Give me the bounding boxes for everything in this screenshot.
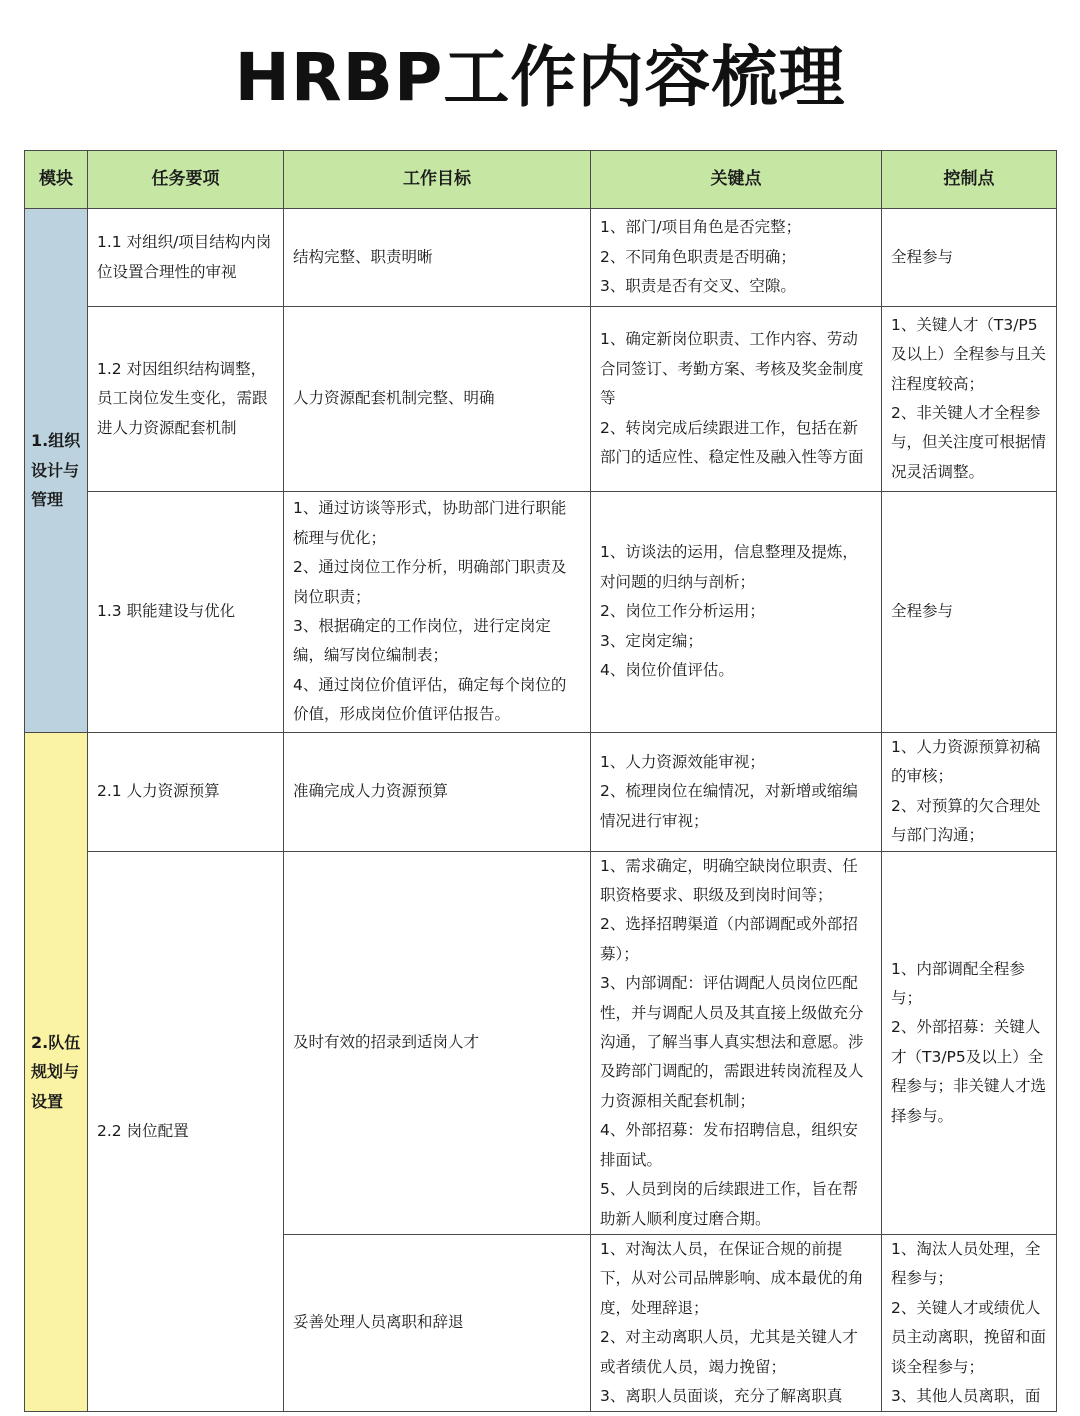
cell-line: 2、选择招聘渠道（内部调配或外部招募）； (600, 915, 858, 963)
key-points-cell (591, 733, 882, 852)
key-points-cell (591, 1234, 882, 1411)
header-key-points: 关键点 (591, 151, 882, 209)
cell-line: 3、职责是否有交叉、空隙。 (600, 277, 796, 296)
control-points-cell (882, 733, 1057, 852)
module-cell-2: 2.队伍规划与设置 (25, 733, 88, 1412)
cell-line: 1、需求确定，明确空缺岗位职责、任职资格要求、职级及到岗时间等； (600, 856, 858, 905)
cell-line: 2、外部招募：关键人才（T3/P5及以上）全程参与；非关键人才选择参与。 (891, 1018, 1047, 1125)
cell-line: 3、其他人员离职，面 (891, 1386, 1041, 1405)
cell-line: 2、岗位工作分析运用； (600, 602, 765, 621)
goal-cell (284, 1234, 591, 1411)
cell-line: 人力资源配套机制完整、明确 (293, 389, 495, 408)
cell-line: 4、外部招募：发布招聘信息，组织安排面试。 (600, 1121, 858, 1169)
cell-line: 1、访谈法的运用，信息整理及提炼，对问题的归纳与剖析； (600, 543, 858, 591)
cell-line: 2、梳理岗位在编情况，对新增或缩编情况进行审视； (600, 782, 858, 830)
table-row (25, 209, 1057, 307)
table-row (25, 733, 1057, 852)
control-points-cell (882, 307, 1057, 492)
key-points-cell (591, 307, 882, 492)
cell-line: 4、通过岗位价值评估，确定每个岗位的价值，形成岗位价值评估报告。 (293, 675, 567, 724)
cell-line: 4、岗位价值评估。 (600, 661, 734, 680)
cell-line: 1、人力资源预算初稿的审核； (891, 738, 1041, 786)
cell-line: 1、对淘汰人员，在保证合规的前提下，从对公司品牌影响、成本最优的角度，处理辞退； (600, 1239, 864, 1317)
cell-line: 2、对主动离职人员，尤其是关键人才或者绩优人员，竭力挽留； (600, 1328, 858, 1376)
cell-line: 5、人员到岗的后续跟进工作，旨在帮助新人顺利度过磨合期。 (600, 1180, 858, 1228)
cell-line: 1、部门/项目角色是否完整； (600, 218, 802, 237)
header-row (25, 151, 1057, 209)
cell-line: 1、通过访谈等形式，协助部门进行职能梳理与优化； (293, 499, 567, 547)
key-points-cell (591, 851, 882, 1234)
cell-line: 3、定岗定编； (600, 631, 703, 650)
cell-line: 3、离职人员面谈，充分了解离职真 (600, 1386, 843, 1405)
task-cell: 1.1 对组织/项目结构内岗位设置合理性的审视 (88, 209, 284, 307)
goal-cell (284, 307, 591, 492)
cell-line: 1、淘汰人员处理，全程参与； (891, 1239, 1041, 1288)
cell-line: 2、转岗完成后续跟进工作，包括在新部门的适应性、稳定性及融入性等方面 (600, 418, 864, 467)
header-module: 模块 (25, 151, 88, 209)
cell-line: 2、非关键人才全程参与，但关注度可根据情况灵活调整。 (891, 404, 1047, 481)
task-cell: 1.2 对因组织结构调整，员工岗位发生变化，需跟进人力资源配套机制 (88, 307, 284, 492)
header-goal: 工作目标 (284, 151, 591, 209)
cell-line: 1、内部调配全程参与； (891, 959, 1025, 1007)
cell-line: 准确完成人力资源预算 (293, 782, 449, 801)
task-cell: 2.1 人力资源预算 (88, 733, 284, 852)
cell-line: 1、关键人才（T3/P5及以上）全程参与且关注程度较高； (891, 315, 1047, 393)
task-cell: 1.3 职能建设与优化 (88, 492, 284, 733)
control-points-cell (882, 209, 1057, 307)
control-points-cell (882, 1234, 1057, 1411)
header-control-points: 控制点 (882, 151, 1057, 209)
module-cell-1: 1.组织设计与管理 (25, 209, 88, 733)
cell-line: 2、不同角色职责是否明确； (600, 247, 796, 266)
control-points-cell (882, 492, 1057, 733)
cell-line: 全程参与 (891, 247, 954, 266)
goal-cell (284, 492, 591, 733)
goal-cell (284, 209, 591, 307)
cell-line: 2、通过岗位工作分析，明确部门职责及岗位职责； (293, 558, 567, 606)
cell-line: 1、确定新岗位职责、工作内容、劳动合同签订、考勤方案、考核及奖金制度等 (600, 330, 864, 408)
cell-line: 妥善处理人员离职和辞退 (293, 1313, 464, 1332)
table-row (25, 851, 1057, 1234)
task-cell: 2.2 岗位配置 (88, 851, 284, 1412)
goal-cell (284, 733, 591, 852)
control-points-cell (882, 851, 1057, 1234)
hrbp-table (24, 150, 1057, 1412)
key-points-cell (591, 209, 882, 307)
cell-line: 及时有效的招录到适岗人才 (293, 1033, 480, 1052)
cell-line: 结构完整、职责明晰 (293, 247, 433, 266)
table-row (25, 492, 1057, 733)
header-task: 任务要项 (88, 151, 284, 209)
cell-line: 1、人力资源效能审视； (600, 752, 765, 771)
cell-line: 3、根据确定的工作岗位，进行定岗定编，编写岗位编制表； (293, 617, 551, 665)
goal-cell (284, 851, 591, 1234)
cell-line: 3、内部调配：评估调配人员岗位匹配性，并与调配人员及其直接上级做充分沟通，了解当事人真实想法和意愿。涉及跨部门调配的，需跟进转岗流程及人力资源相关配套机制； (600, 974, 864, 1110)
cell-line: 全程参与 (891, 602, 954, 621)
cell-line: 2、对预算的欠合理处与部门沟通； (891, 796, 1041, 845)
table-row (25, 307, 1057, 492)
key-points-cell (591, 492, 882, 733)
page-title: HRBP工作内容梳理 (234, 39, 846, 116)
cell-line: 2、关键人才或绩优人员主动离职，挽留和面谈全程参与； (891, 1298, 1047, 1376)
